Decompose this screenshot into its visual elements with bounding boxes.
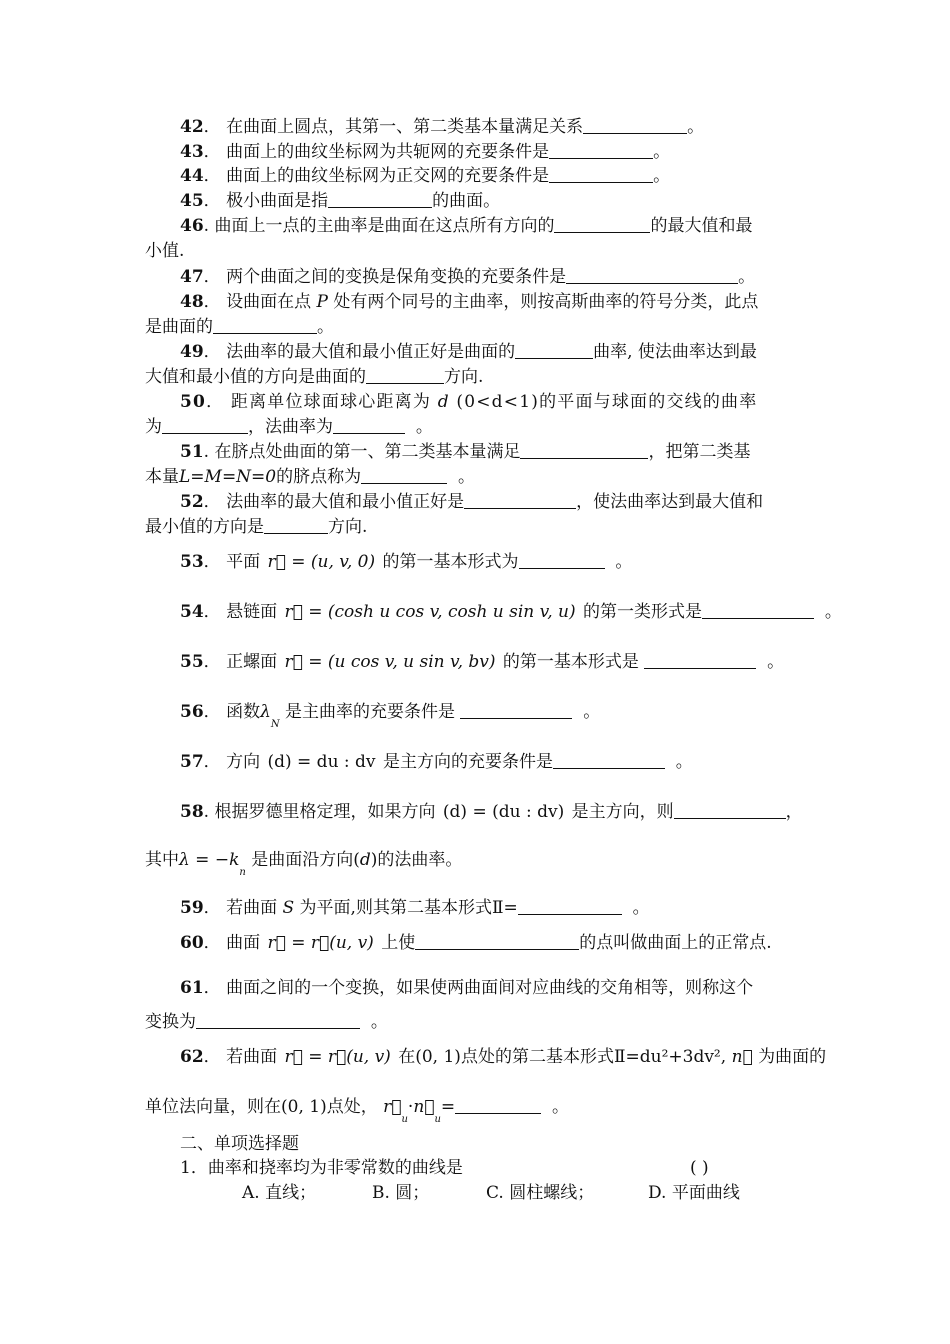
question-49-cont: 大值和最小值的方向是曲面的 方向. xyxy=(145,367,484,387)
question-55: 55． 正螺面 r⃗ = (u cos v, u sin v, bv) 的第一基本形式是 。 xyxy=(180,652,785,672)
question-52: 52． 法曲率的最大值和最小值正好是 ，使法曲率达到最大值和 xyxy=(180,492,764,512)
answer-blank[interactable] xyxy=(515,342,593,359)
answer-blank[interactable] xyxy=(553,752,665,769)
answer-blank[interactable] xyxy=(566,267,738,284)
answer-blank[interactable] xyxy=(674,802,786,819)
option-c[interactable]: C. 圆柱螺线； xyxy=(486,1183,595,1203)
answer-paren[interactable]: ( ) xyxy=(690,1158,709,1178)
question-42: 42． 在曲面上圆点，其第一、第二类基本量满足关系 。 xyxy=(180,117,705,137)
answer-blank[interactable] xyxy=(702,602,814,619)
question-56: 56． 函数$\lambda_N$ 是主曲率的充要条件是 。 xyxy=(180,702,601,730)
question-51-cont: 本量L=M=N=0的脐点称为 。 xyxy=(145,467,475,487)
question-50: 50． 距离单位球面球心距离为 d (0<d<1)的平面与球面的交线的曲率 xyxy=(180,392,758,412)
option-d[interactable]: D. 平面曲线 xyxy=(648,1183,740,1203)
answer-blank[interactable] xyxy=(460,702,572,719)
question-62: 62． 若曲面 r⃗ = r⃗(u, v) 在(0, 1)点处的第二基本形式Ⅱ=du²+3dv², n⃗ 为曲面的 xyxy=(180,1047,827,1067)
answer-blank[interactable] xyxy=(549,142,653,159)
question-46-cont: 小值. xyxy=(145,241,185,261)
answer-blank[interactable] xyxy=(162,417,248,434)
answer-blank[interactable] xyxy=(455,1097,541,1114)
formula: (d) = du : dv xyxy=(267,752,376,772)
formula: r⃗ = (u, v, 0) xyxy=(267,552,376,572)
answer-blank[interactable] xyxy=(554,216,650,233)
question-49: 49． 法曲率的最大值和最小值正好是曲面的 曲率, 使法曲率达到最 xyxy=(180,342,757,362)
question-62-cont: 单位法向量，则在(0, 1)点处， $r⃗_u\cdot n⃗_u=$ 。 xyxy=(145,1097,569,1125)
question-48: 48． 设曲面在点 P 处有两个同号的主曲率，则按高斯曲率的符号分类，此点 xyxy=(180,292,759,312)
answer-blank[interactable] xyxy=(366,367,444,384)
question-60: 60． 曲面 r⃗ = r⃗(u, v) 上使 的点叫做曲面上的正常点. xyxy=(180,933,772,953)
answer-blank[interactable] xyxy=(519,552,605,569)
answer-blank[interactable] xyxy=(213,317,317,334)
question-51: 51. 在脐点处曲面的第一、第二类基本量满足 ，把第二类基 xyxy=(180,442,751,462)
answer-blank[interactable] xyxy=(549,166,653,183)
section-heading: 二、单项选择题 xyxy=(180,1134,299,1154)
question-48-cont: 是曲面的 。 xyxy=(145,317,334,337)
answer-blank[interactable] xyxy=(518,898,622,915)
question-46: 46. 曲面上一点的主曲率是曲面在这点所有方向的 的最大值和最 xyxy=(180,216,753,236)
formula: (d) = (du : dv) xyxy=(442,802,565,822)
answer-blank[interactable] xyxy=(361,467,447,484)
question-58-cont: 其中$\lambda = -k_n$ 是曲面沿方向(d)的法曲率。 xyxy=(145,850,463,878)
answer-blank[interactable] xyxy=(583,117,687,134)
question-45: 45． 极小曲面是指 的曲面。 xyxy=(180,191,501,211)
answer-blank[interactable] xyxy=(644,652,756,669)
question-59: 59． 若曲面 S 为平面,则其第二基本形式Ⅱ= 。 xyxy=(180,898,650,918)
question-44: 44． 曲面上的曲纹坐标网为正交网的充要条件是 。 xyxy=(180,166,671,186)
question-61: 61． 曲面之间的一个变换，如果使两曲面间对应曲线的交角相等，则称这个 xyxy=(180,978,754,998)
formula: r⃗ = r⃗(u, v) xyxy=(284,1047,391,1067)
question-54: 54． 悬链面 r⃗ = (cosh u cos v, cosh u sin v, u) 的第一类形式是 。 xyxy=(180,602,842,622)
answer-blank[interactable] xyxy=(520,442,648,459)
question-57: 57． 方向 (d) = du : dv 是主方向的充要条件是 。 xyxy=(180,752,693,772)
question-52-cont: 最小值的方向是 方向. xyxy=(145,517,368,537)
formula: r⃗ = (cosh u cos v, cosh u sin v, u) xyxy=(284,602,576,622)
answer-blank[interactable] xyxy=(333,417,405,434)
mc-question-1: 1．曲率和挠率均为非零常数的曲线是 xyxy=(180,1158,463,1178)
formula: r⃗ = r⃗(u, v) xyxy=(267,933,374,953)
answer-blank[interactable] xyxy=(464,492,576,509)
question-53: 53． 平面 r⃗ = (u, v, 0) 的第一基本形式为 。 xyxy=(180,552,633,572)
question-43: 43． 曲面上的曲纹坐标网为共轭网的充要条件是 。 xyxy=(180,142,671,162)
question-50-cont: 为 ，法曲率为 。 xyxy=(145,417,433,437)
question-61-cont: 变换为 。 xyxy=(145,1012,388,1032)
option-a[interactable]: A. 直线； xyxy=(242,1183,317,1203)
formula: r⃗ = (u cos v, u sin v, bv) xyxy=(284,652,496,672)
question-58: 58. 根据罗德里格定理，如果方向 (d) = (du : dv) 是主方向，则 ， xyxy=(180,802,803,822)
answer-blank[interactable] xyxy=(196,1012,360,1029)
answer-blank[interactable] xyxy=(264,517,328,534)
option-b[interactable]: B. 圆； xyxy=(372,1183,430,1203)
question-47: 47． 两个曲面之间的变换是保角变换的充要条件是 。 xyxy=(180,267,756,287)
answer-blank[interactable] xyxy=(328,191,432,208)
answer-blank[interactable] xyxy=(415,933,579,950)
